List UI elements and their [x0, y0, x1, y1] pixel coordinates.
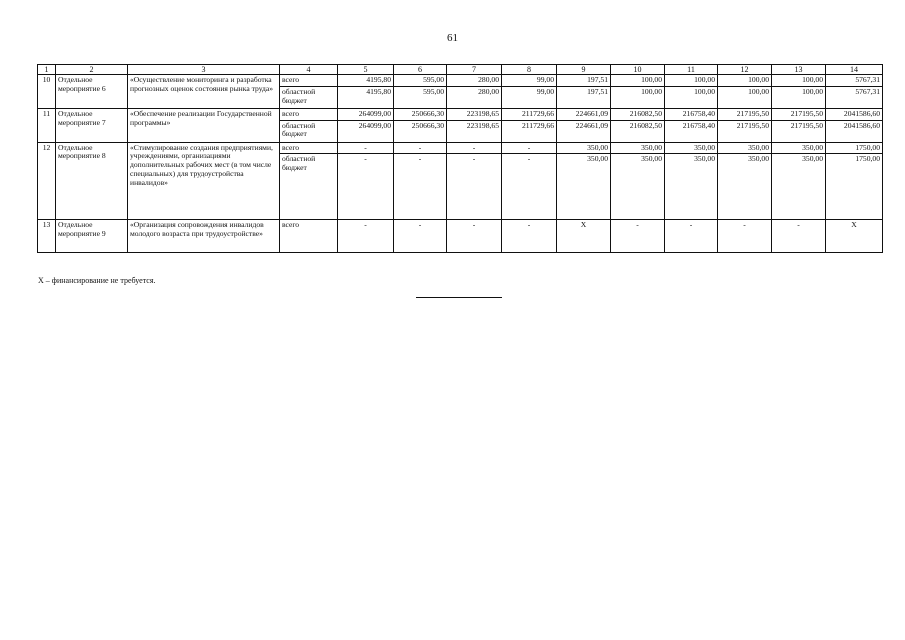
column-header: 6 — [394, 65, 447, 75]
amount-cell: 216082,50 — [611, 120, 665, 142]
amount-cell: 280,00 — [447, 75, 502, 87]
amount-cell: 217195,50 — [772, 120, 826, 142]
column-header: 14 — [826, 65, 883, 75]
footnote: Х – финансирование не требуется. — [38, 276, 156, 285]
column-header: 13 — [772, 65, 826, 75]
amount-cell: 350,00 — [665, 154, 718, 220]
amount-cell: - — [611, 220, 665, 253]
amount-cell: 2041586,60 — [826, 120, 883, 142]
amount-cell: 100,00 — [772, 86, 826, 108]
table-row — [38, 108, 883, 120]
amount-cell: - — [447, 220, 502, 253]
amount-cell: 280,00 — [447, 86, 502, 108]
column-header: 10 — [611, 65, 665, 75]
row-number-cell: 13 — [38, 220, 56, 253]
amount-cell: 100,00 — [665, 86, 718, 108]
amount-cell: 350,00 — [772, 142, 826, 154]
row-number-cell: 11 — [38, 108, 56, 142]
activity-name-cell: Отдельное мероприятие 9 — [56, 220, 128, 253]
activity-title-cell: «Организация сопровождения инвалидов молодого возраста при трудоустройстве» — [128, 220, 280, 253]
funding-source-cell: всего — [280, 220, 338, 253]
amount-cell: 264099,00 — [338, 120, 394, 142]
column-header: 11 — [665, 65, 718, 75]
amount-cell: 216758,40 — [665, 108, 718, 120]
separator-line — [416, 297, 502, 298]
amount-cell: 211729,66 — [502, 120, 557, 142]
activity-title-cell: «Стимулирование создания предприятиями, учреждениями, организациями дополнительных рабочих мест (в том числе специальных) для трудоустройства инвалидов» — [128, 142, 280, 220]
funding-source-cell: областной бюджет — [280, 86, 338, 108]
amount-cell: 217195,50 — [772, 108, 826, 120]
amount-cell: 224661,09 — [557, 108, 611, 120]
amount-cell: - — [772, 220, 826, 253]
amount-cell: 4195,80 — [338, 75, 394, 87]
activity-name-cell: Отдельное мероприятие 7 — [56, 108, 128, 142]
amount-cell: 217195,50 — [718, 120, 772, 142]
amount-cell: 217195,50 — [718, 108, 772, 120]
column-header: 9 — [557, 65, 611, 75]
page-number: 61 — [447, 32, 458, 44]
amount-cell: 5767,31 — [826, 75, 883, 87]
amount-cell: 224661,09 — [557, 120, 611, 142]
column-header: 12 — [718, 65, 772, 75]
funding-source-cell: областной бюджет — [280, 154, 338, 220]
amount-cell: 197,51 — [557, 75, 611, 87]
amount-cell: 99,00 — [502, 86, 557, 108]
amount-cell: Х — [826, 220, 883, 253]
amount-cell: 350,00 — [557, 154, 611, 220]
column-header: 1 — [38, 65, 56, 75]
funding-source-cell: всего — [280, 75, 338, 87]
funding-source-cell: всего — [280, 108, 338, 120]
amount-cell: 100,00 — [718, 86, 772, 108]
amount-cell: - — [338, 142, 394, 154]
table-row — [38, 75, 883, 87]
amount-cell: 2041586,60 — [826, 108, 883, 120]
amount-cell: 100,00 — [611, 75, 665, 87]
amount-cell: 100,00 — [665, 75, 718, 87]
amount-cell: - — [502, 142, 557, 154]
amount-cell: 4195,80 — [338, 86, 394, 108]
amount-cell: 216082,50 — [611, 108, 665, 120]
table-body — [38, 75, 883, 253]
amount-cell: - — [718, 220, 772, 253]
amount-cell: 223198,65 — [447, 120, 502, 142]
amount-cell: 250666,30 — [394, 108, 447, 120]
funding-source-cell: областной бюджет — [280, 120, 338, 142]
table-row — [38, 220, 883, 253]
amount-cell: 100,00 — [772, 75, 826, 87]
amount-cell: 264099,00 — [338, 108, 394, 120]
amount-cell: - — [394, 154, 447, 220]
amount-cell: 1750,00 — [826, 154, 883, 220]
amount-cell: 350,00 — [665, 142, 718, 154]
amount-cell: - — [665, 220, 718, 253]
column-header: 2 — [56, 65, 128, 75]
amount-cell: 350,00 — [718, 142, 772, 154]
column-number-row — [38, 65, 883, 75]
amount-cell: - — [394, 220, 447, 253]
amount-cell: 350,00 — [611, 142, 665, 154]
amount-cell: 350,00 — [611, 154, 665, 220]
amount-cell: 5767,31 — [826, 86, 883, 108]
row-number-cell: 10 — [38, 75, 56, 109]
amount-cell: 223198,65 — [447, 108, 502, 120]
funding-source-cell: всего — [280, 142, 338, 154]
amount-cell: 197,51 — [557, 86, 611, 108]
amount-cell: - — [502, 154, 557, 220]
amount-cell: - — [338, 154, 394, 220]
amount-cell: - — [502, 220, 557, 253]
activity-name-cell: Отдельное мероприятие 8 — [56, 142, 128, 220]
amount-cell: 216758,40 — [665, 120, 718, 142]
column-header: 4 — [280, 65, 338, 75]
amount-cell: - — [447, 142, 502, 154]
amount-cell: 211729,66 — [502, 108, 557, 120]
amount-cell: 100,00 — [611, 86, 665, 108]
amount-cell: - — [447, 154, 502, 220]
amount-cell: 100,00 — [718, 75, 772, 87]
amount-cell: 595,00 — [394, 86, 447, 108]
row-number-cell: 12 — [38, 142, 56, 220]
column-header: 7 — [447, 65, 502, 75]
activity-title-cell: «Осуществление мониторинга и разработка прогнозных оценок состояния рынка труда» — [128, 75, 280, 109]
column-header: 8 — [502, 65, 557, 75]
amount-cell: 1750,00 — [826, 142, 883, 154]
amount-cell: 250666,30 — [394, 120, 447, 142]
table-row — [38, 142, 883, 154]
amount-cell: 350,00 — [718, 154, 772, 220]
amount-cell: 99,00 — [502, 75, 557, 87]
amount-cell: 595,00 — [394, 75, 447, 87]
activity-name-cell: Отдельное мероприятие 6 — [56, 75, 128, 109]
amount-cell: Х — [557, 220, 611, 253]
column-header: 3 — [128, 65, 280, 75]
budget-table — [37, 64, 883, 253]
amount-cell: - — [394, 142, 447, 154]
column-header: 5 — [338, 65, 394, 75]
amount-cell: 350,00 — [772, 154, 826, 220]
amount-cell: - — [338, 220, 394, 253]
amount-cell: 350,00 — [557, 142, 611, 154]
activity-title-cell: «Обеспечение реализации Государственной программы» — [128, 108, 280, 142]
